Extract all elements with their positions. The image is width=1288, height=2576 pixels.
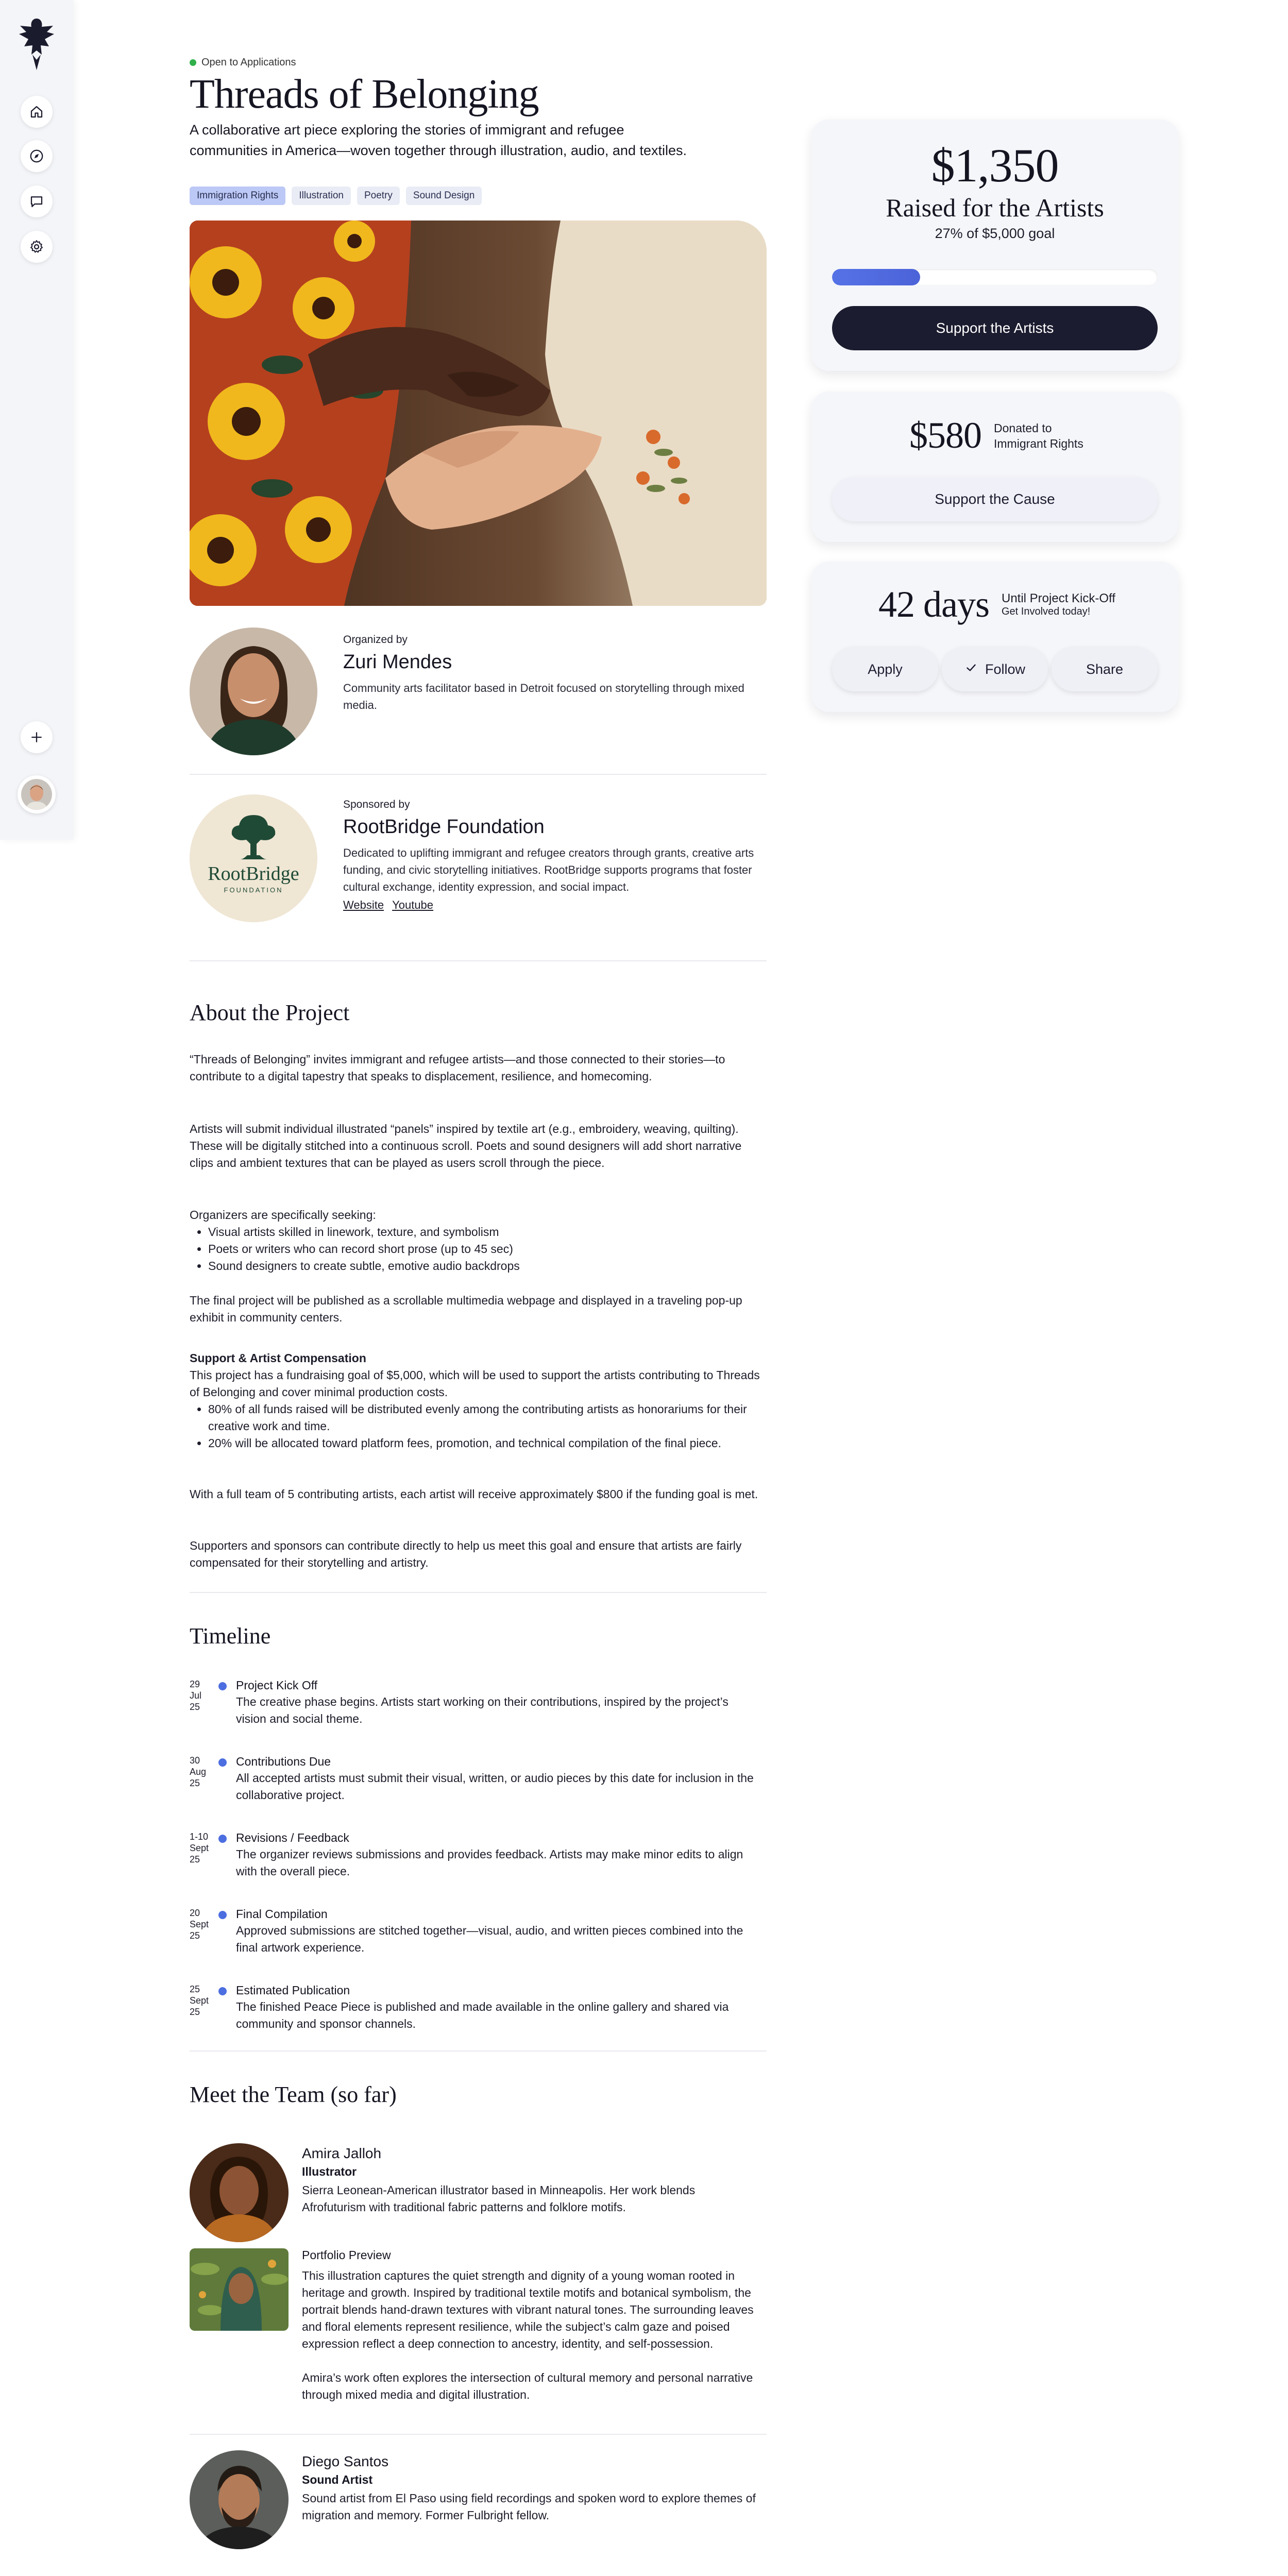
sponsor-website-link[interactable]: Website (343, 899, 384, 911)
about-paragraph-6: Supporters and sponsors can contribute directly to help us meet this goal and ensure that artists are fairly compensated for their storytelling and artistry. (190, 1539, 742, 1569)
tag-immigration-rights[interactable]: Immigration Rights (190, 187, 285, 205)
timeline-description: The creative phase begins. Artists start working on their contributions, inspired by the project’s vision and social theme. (236, 1695, 728, 1725)
list-item: • 80% of all funds raised will be distributed evenly among the contributing artists as honorariums for their creative work and time. (208, 1401, 767, 1435)
kickoff-note: Until Project Kick-Off Get Involved today! (1001, 591, 1115, 617)
timeline-heading: Timeline (190, 1623, 271, 1649)
list-item: • Visual artists skilled in linework, texture, and symbolism (208, 1224, 767, 1241)
user-avatar[interactable] (18, 775, 56, 814)
divider (190, 2050, 767, 2052)
funding-label: Raised for the Artists (886, 193, 1104, 222)
timeline-date: 30 Aug 25 (190, 1755, 207, 1788)
member-name[interactable]: Amira Jalloh (302, 2145, 382, 2161)
divider (190, 960, 767, 961)
timeline-description: The finished Peace Piece is published and made available in the online gallery and shared via community and sponsor channels. (236, 2000, 729, 2030)
compensation-text: This project has a fundraising goal of $5,000, which will be used to support the artists contributing to Threads of Belonging and cover minimal production costs. (190, 1368, 760, 1399)
funding-card (811, 120, 1178, 371)
organizer-info (343, 634, 755, 714)
bird-logo-icon[interactable] (17, 16, 56, 73)
about-heading: About the Project (190, 1000, 350, 1025)
timeline-dot-icon (218, 1758, 227, 1767)
timeline-description: The organizer reviews submissions and provides feedback. Artists may make minor edits to align with the overall piece. (236, 1848, 743, 1878)
donation-card (811, 392, 1178, 542)
sponsor-links (343, 899, 755, 912)
portfolio-label: Portfolio Preview (302, 2248, 391, 2262)
apply-button[interactable]: Apply (832, 647, 938, 691)
sponsor-info (343, 799, 755, 912)
funding-amount: $1,350 (931, 139, 1059, 192)
about-paragraph-1: “Threads of Belonging” invites immigrant and refugee artists—and those connected to their stories—to contribute to a digital tapestry that speaks to displacement, resilience, and homecoming. (190, 1053, 725, 1083)
tag-sound-design[interactable]: Sound Design (406, 187, 482, 205)
sponsor-description: Dedicated to uplifting immigrant and refugee creators through grants, creative arts funding, and civic storytelling initiatives. RootBridge supports programs that foster cultural exchange, identity expression, and social impact. (343, 846, 754, 893)
timeline-description: All accepted artists must submit their visual, written, or audio pieces by this date for inclusion in the collaborative project. (236, 1771, 754, 1802)
member-info (302, 2453, 760, 2524)
sponsor-card (190, 794, 767, 923)
about-paragraph-5: With a full team of 5 contributing artists, each artist will receive approximately $800 if the funding goal is met. (190, 1487, 758, 1501)
divider (190, 774, 767, 775)
timeline-date: 1-10 Sept 25 (190, 1832, 209, 1865)
kickoff-card (811, 562, 1178, 712)
timeline-dot-icon (218, 1987, 227, 1995)
support-cause-button[interactable]: Support the Cause (832, 477, 1158, 521)
kickoff-summary (878, 583, 1115, 626)
svg-text:RootBridge: RootBridge (208, 863, 299, 885)
member-description: Sound artist from El Paso using field recordings and spoken word to explore themes of migration and memory. Former Fulbright fellow. (302, 2492, 756, 2522)
timeline-description: Approved submissions are stitched together—visual, audio, and written pieces combined into the final artwork experience. (236, 1924, 743, 1954)
status-indicator (190, 57, 296, 69)
sponsor-name[interactable]: RootBridge Foundation (343, 816, 545, 838)
tag-poetry[interactable]: Poetry (357, 187, 400, 205)
chat-icon[interactable] (21, 185, 53, 217)
member-name[interactable]: Diego Santos (302, 2453, 389, 2469)
donation-note: Donated to Immigrant Rights (994, 421, 1083, 450)
donation-summary (909, 414, 1083, 457)
about-paragraph-2: Artists will submit individual illustrated “panels” inspired by textile art (e.g., embroidery, weaving, quilting). These will be digitally stitched into a continuous scroll. Poets and sound designers will add short narrative clips and ambient textures that can be played as users scroll through the piece. (190, 1122, 742, 1170)
member-role: Sound Artist (302, 2473, 373, 2486)
follow-button[interactable]: Follow (942, 647, 1048, 691)
share-button[interactable]: Share (1052, 647, 1158, 691)
seeking-intro: Organizers are specifically seeking: (190, 1208, 376, 1222)
timeline-dot-icon (218, 1911, 227, 1919)
member-role: Illustrator (302, 2165, 357, 2178)
timeline-date: 29 Jul 25 (190, 1679, 202, 1712)
donation-amount: $580 (909, 415, 981, 456)
hero-image (190, 221, 767, 606)
sponsor-logo (190, 794, 317, 922)
organizer-label: Organized by (343, 634, 408, 646)
sponsor-label: Sponsored by (343, 799, 410, 810)
support-artists-button[interactable]: Support the Artists (832, 306, 1158, 350)
funding-progress-bar (832, 269, 1158, 285)
status-label: Open to Applications (201, 57, 296, 68)
plus-icon[interactable] (21, 721, 53, 753)
organizer-description: Community arts facilitator based in Detroit focused on storytelling through mixed media. (343, 682, 744, 711)
sponsor-youtube-link[interactable]: Youtube (392, 899, 434, 911)
compass-icon[interactable] (21, 140, 53, 172)
portfolio-description-2: Amira’s work often explores the intersection of cultural memory and personal narrative through mixed media and digital illustration. (302, 2371, 753, 2401)
portfolio-info (302, 2248, 760, 2403)
timeline-date: 20 Sept 25 (190, 1908, 209, 1941)
list-item: • 20% will be allocated toward platform fees, promotion, and technical compilation of the final piece. (208, 1435, 767, 1452)
organizer-card (190, 628, 767, 756)
status-dot-icon (190, 59, 196, 66)
portfolio-thumbnail[interactable] (190, 2248, 289, 2331)
timeline-date: 25 Sept 25 (190, 1984, 209, 2017)
organizer-name[interactable]: Zuri Mendes (343, 651, 452, 673)
member-info (302, 2145, 760, 2216)
timeline-title: Revisions / Feedback (236, 1831, 349, 1844)
compensation-heading: Support & Artist Compensation (190, 1351, 366, 1365)
member-description: Sierra Leonean-American illustrator based in Minneapolis. Her work blends Afrofuturism with traditional fabric patterns and folklore motifs. (302, 2183, 696, 2214)
kickoff-days: 42 days (878, 584, 989, 625)
timeline-title: Final Compilation (236, 1907, 328, 1921)
tag-list (190, 187, 482, 205)
member-avatar (190, 2143, 289, 2242)
timeline-title: Estimated Publication (236, 1984, 350, 1997)
project-subtitle: A collaborative art piece exploring the stories of immigrant and refugee communities in America—woven together through illustration, audio, and textiles. (190, 122, 687, 158)
sidebar (0, 0, 73, 840)
about-paragraph-4: The final project will be published as a scrollable multimedia webpage and displayed in a traveling pop-up exhibit in community centers. (190, 1294, 742, 1324)
check-icon (964, 661, 978, 678)
timeline-dot-icon (218, 1835, 227, 1843)
funding-progress-fill (832, 269, 920, 285)
list-item: • Sound designers to create subtle, emotive audio backdrops (208, 1258, 767, 1275)
gear-icon[interactable] (21, 231, 53, 263)
compensation-section (190, 1350, 767, 1452)
list-item: • Poets or writers who can record short prose (up to 45 sec) (208, 1241, 767, 1258)
tag-illustration[interactable]: Illustration (292, 187, 351, 205)
about-seeking (190, 1207, 767, 1275)
compensation-list (208, 1401, 767, 1452)
timeline-title: Project Kick Off (236, 1679, 318, 1692)
page-title: Threads of Belonging (190, 72, 539, 117)
timeline-dot-icon (218, 1682, 227, 1690)
portfolio-description: This illustration captures the quiet strength and dignity of a young woman rooted in heritage and growth. Inspired by traditional textile motifs and botanical symbolism, the portrait blends hand-drawn textures with vibrant natural tones. The surrounding leaves and floral elements represent resilience, while the subject’s calm gaze and poised expression reflect a deep connection to ancestry, identity, and self-possession. (302, 2269, 754, 2350)
seeking-list (208, 1224, 767, 1275)
divider (190, 1592, 767, 1593)
team-heading: Meet the Team (so far) (190, 2082, 397, 2107)
divider (190, 2434, 767, 2435)
home-icon[interactable] (21, 96, 53, 128)
organizer-avatar (190, 628, 317, 755)
member-avatar (190, 2450, 289, 2549)
svg-text:FOUNDATION: FOUNDATION (224, 886, 283, 894)
timeline-title: Contributions Due (236, 1755, 331, 1768)
funding-goal: 27% of $5,000 goal (935, 226, 1055, 241)
